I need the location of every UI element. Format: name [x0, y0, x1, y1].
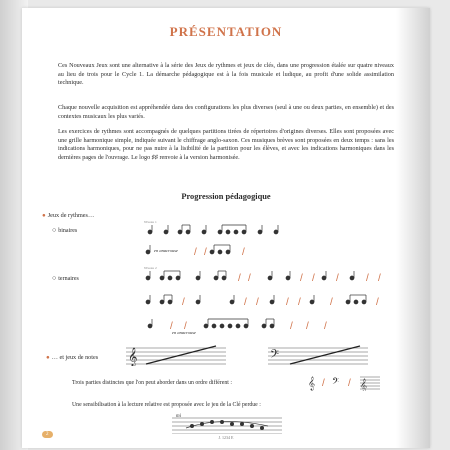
paragraph-3: Les exercices de rythmes sont accompagnés de quelques partitions tirées de répertoires d'origines diverses. Elles sont proposées avec une grille harmonique simple, indiquée suivant le chiffrage anglo-saxon. Ces musiques brèves sont proposées en deux temps : sans les indications harmoniques, pour ne pas nuire à la lisibilité de la partition pour les élèves, et avec les indications harmoniques dans les dernières pages de l'ouvrage. Le logo ♯♯ renvoie à la version harmonisée. [58, 128, 394, 161]
rhythm-section-heading [42, 212, 94, 219]
lost-key-staff [172, 412, 282, 434]
bullet-icon: ● [42, 212, 46, 219]
document-page [22, 8, 430, 448]
svg-text:/: / [242, 247, 245, 258]
notes-section-label: … et jeux de notes [51, 354, 99, 361]
catalog-code: J. 1234 E [218, 435, 234, 440]
svg-text:/: / [182, 297, 185, 308]
svg-text:𝄢: 𝄢 [270, 348, 280, 364]
svg-text:mi: mi [176, 414, 181, 419]
svg-text:/: / [300, 273, 303, 284]
svg-text:/: / [238, 273, 241, 284]
binary-row-label [52, 226, 77, 234]
svg-text:/: / [330, 297, 333, 308]
ternary-row-label [52, 274, 79, 282]
bass-clef-staff [268, 344, 368, 366]
svg-text:𝄞: 𝄞 [360, 378, 368, 391]
svg-text:/: / [306, 321, 309, 332]
circle-icon: ○ [52, 274, 57, 282]
svg-text:𝄢: 𝄢 [332, 376, 340, 389]
clef-symbols [308, 373, 388, 391]
svg-text:/: / [204, 247, 207, 258]
svg-text:/: / [336, 273, 339, 284]
notes-section-heading [46, 354, 98, 361]
relative-reading-text: Une sensibilisation à la lecture relative est proposée avec le jeu de la Clé perdue : [72, 402, 261, 408]
rhythm-section-label: Jeux de rythmes… [47, 212, 95, 219]
anacrusis-note-2: en anacrouse [172, 330, 196, 335]
page-curl-shadow [396, 8, 430, 448]
svg-text:/: / [322, 378, 325, 389]
svg-text:/: / [348, 378, 351, 389]
binary-rhythm-score [142, 222, 302, 262]
svg-text:/: / [298, 297, 301, 308]
page-number-badge: 2 [42, 431, 53, 438]
svg-text:/: / [170, 321, 173, 332]
svg-text:𝄞: 𝄞 [128, 347, 138, 366]
three-parts-text: Trois parties distinctes que l'on peut aborder dans un ordre différent : [72, 380, 232, 386]
bullet-icon: ● [46, 354, 50, 361]
svg-text:/: / [256, 297, 259, 308]
svg-text:/: / [286, 297, 289, 308]
svg-text:/: / [378, 273, 381, 284]
page-title: PRÉSENTATION [169, 24, 283, 39]
svg-text:/: / [248, 273, 251, 284]
paragraph-1: Ces Nouveaux Jeux sont une alternative à la série des Jeux de rythmes et jeux de clés, dans une progression étalée sur quatre niveaux au lieu de trois pour le Cycle 1. La démarche pédagogique est à la fois musicale et ludique, au profit d'une solide assimilation technique. [58, 62, 394, 87]
svg-text:/: / [312, 273, 315, 284]
svg-text:/: / [324, 321, 327, 332]
anacrusis-note-1: en anacrouse [154, 248, 178, 253]
svg-text:/: / [290, 321, 293, 332]
svg-text:𝄞: 𝄞 [308, 376, 316, 390]
niveau-header-1: Niveau 1 [144, 220, 157, 224]
svg-text:/: / [366, 273, 369, 284]
svg-text:/: / [194, 247, 197, 258]
treble-clef-staff [126, 344, 226, 366]
binary-label: binaires [58, 228, 78, 234]
niveau-header-2: Niveau 2 [144, 266, 157, 270]
svg-text:/: / [376, 297, 379, 308]
circle-icon: ○ [52, 226, 57, 234]
svg-text:/: / [244, 297, 247, 308]
svg-text:/: / [184, 321, 187, 332]
ternary-label: ternaires [58, 276, 79, 282]
progression-title: Progression pédagogique [181, 192, 271, 201]
paragraph-2: Chaque nouvelle acquisition est appréhendée dans des configurations les plus diverses (seul à une ou deux parties, en ensemble) et des contextes musicaux les plus variés. [58, 104, 394, 120]
